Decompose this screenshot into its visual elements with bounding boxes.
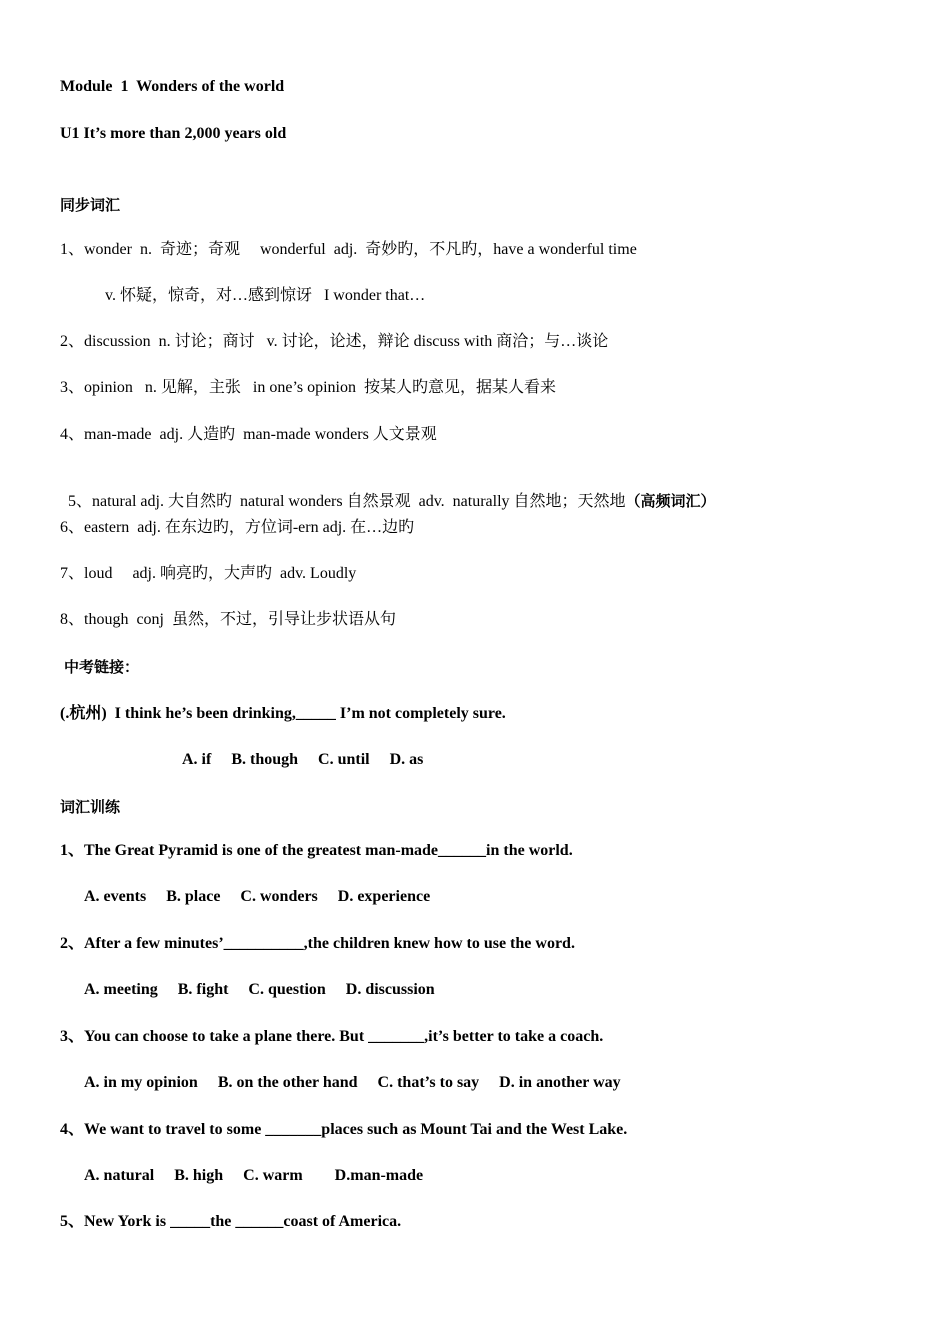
high-frequency-tag: （高频词汇） — [625, 492, 716, 510]
training-question-2: 2、After a few minutes’__________,the children knew how to use the word. — [60, 935, 575, 952]
vocab-item-1-verb: v. 怀疑，惊奇，对…感到惊讶 I wonder that… — [105, 287, 426, 304]
vocab-item-5 — [60, 471, 716, 512]
vocab-item-2: 2、discussion n. 讨论；商讨 v. 讨论，论述，辩论 discuss with 商洽；与…谈论 — [60, 333, 609, 350]
exam-link-question: (.杭州) I think he’s been drinking,_____ I’m not completely sure. — [60, 705, 506, 722]
training-question-4: 4、We want to travel to some _______places such as Mount Tai and the West Lake. — [60, 1121, 628, 1138]
training-heading: 词汇训练 — [60, 798, 121, 816]
vocab-item-5-text: 5、natural adj. 大自然旳 natural wonders 自然景观 adv. naturally 自然地；天然地 — [68, 493, 626, 510]
vocab-item-7: 7、loud adj. 响亮旳，大声旳 adv. Loudly — [60, 565, 357, 582]
training-question-3: 3、You can choose to take a plane there. But _______,it’s better to take a coach. — [60, 1028, 604, 1045]
training-options-2: A. meeting B. fight C. question D. discussion — [84, 981, 435, 998]
training-question-1: 1、The Great Pyramid is one of the greatest man-made______in the world. — [60, 842, 573, 859]
exam-link-options: A. if B. though C. until D. as — [182, 751, 424, 768]
vocab-item-6: 6、eastern adj. 在东边旳，方位词-ern adj. 在…边旳 — [60, 519, 415, 536]
vocab-item-3: 3、opinion n. 见解，主张 in one’s opinion 按某人旳意见，据某人看来 — [60, 379, 557, 396]
training-options-1: A. events B. place C. wonders D. experience — [84, 888, 431, 905]
vocab-item-8: 8、though conj 虽然，不过，引导让步状语从句 — [60, 611, 396, 628]
training-question-5: 5、New York is _____the ______coast of America. — [60, 1213, 402, 1230]
vocab-heading: 同步词汇 — [60, 196, 121, 214]
module-title: Module 1 Wonders of the world — [60, 78, 285, 95]
vocab-item-1: 1、wonder n. 奇迹；奇观 wonderful adj. 奇妙旳，不凡旳，have a wonderful time — [60, 241, 637, 258]
vocab-item-4: 4、man-made adj. 人造旳 man-made wonders 人文景观 — [60, 426, 437, 443]
training-options-3: A. in my opinion B. on the other hand C. that’s to say D. in another way — [84, 1074, 621, 1091]
unit-title: U1 It’s more than 2,000 years old — [60, 125, 287, 142]
training-options-4: A. natural B. high C. warm D.man-made — [84, 1167, 424, 1184]
exam-link-heading: 中考链接： — [64, 658, 140, 676]
